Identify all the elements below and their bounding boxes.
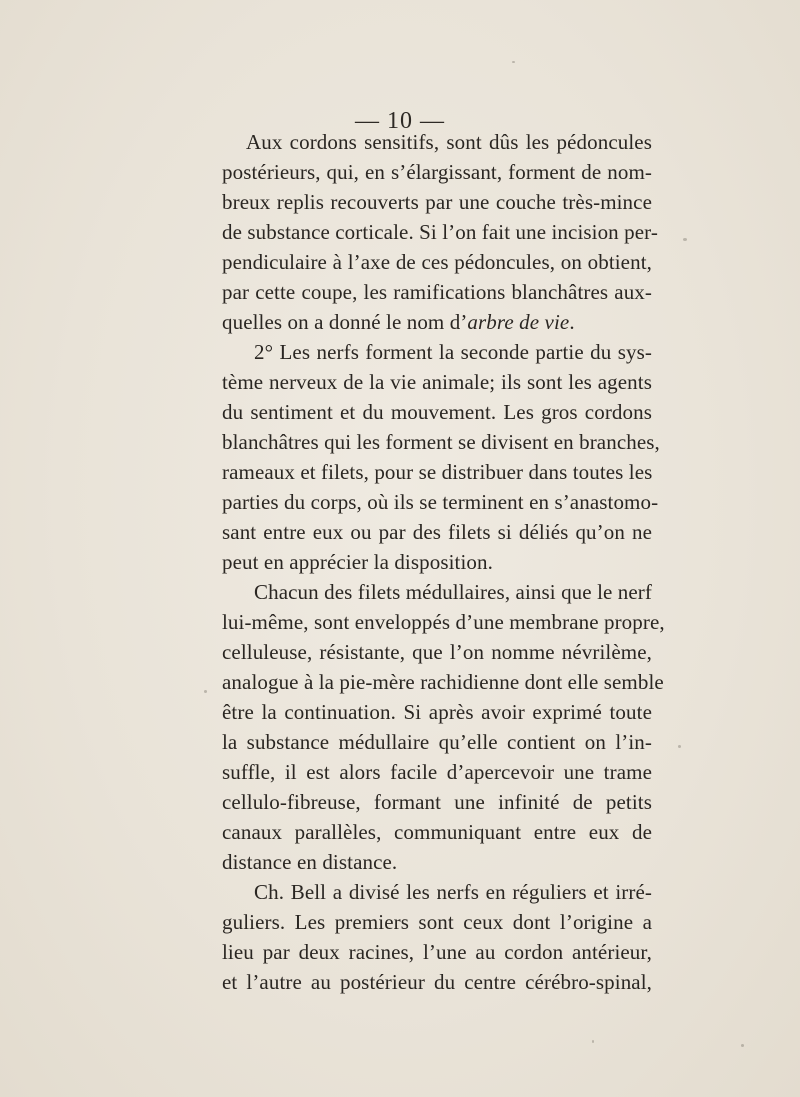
text-line: cellulo-fibreuse, formant une infinité de petits	[222, 790, 652, 814]
paper-speck	[204, 690, 207, 693]
paper-speck	[592, 1040, 594, 1043]
text-line: tème nerveux de la vie animale; ils sont les agents	[222, 370, 652, 394]
text-line: parties du corps, où ils se terminent en s’anastomo-	[222, 490, 659, 514]
text-line: de substance corticale. Si l’on fait une incision per-	[222, 220, 658, 244]
text-line: Chacun des filets médullaires, ainsi que le nerf	[254, 580, 652, 604]
paper-speck	[683, 238, 687, 241]
text-line: postérieurs, qui, en s’élargissant, forment de nom-	[222, 160, 652, 184]
body-text	[222, 127, 665, 997]
text-line: du sentiment et du mouvement. Les gros cordons	[222, 400, 652, 424]
text-line: guliers. Les premiers sont ceux dont l’origine a	[222, 910, 652, 934]
text-line: canaux parallèles, communiquant entre eux de	[222, 820, 652, 844]
text-line: breux replis recouverts par une couche très-mince	[222, 190, 652, 214]
text-line: celluleuse, résistante, que l’on nomme névrilème,	[222, 640, 652, 664]
text-line: blanchâtres qui les forment se divisent en branches,	[222, 430, 660, 454]
text-run: quelles on a donné le nom d’	[222, 310, 468, 334]
text-line: pendiculaire à l’axe de ces pédoncules, on obtient,	[222, 250, 652, 274]
text-line: sant entre eux ou par des filets si déliés qu’on ne	[222, 520, 652, 544]
page-number: — 10 —	[355, 108, 445, 134]
text-line: peut en apprécier la disposition.	[222, 550, 493, 574]
text-line: lieu par deux racines, l’une au cordon antérieur,	[222, 940, 652, 964]
text-line: 2° Les nerfs forment la seconde partie du sys-	[254, 340, 652, 364]
text-line: rameaux et filets, pour se distribuer dans toutes les	[222, 460, 653, 484]
paper-speck	[512, 61, 515, 63]
text-line: suffle, il est alors facile d’apercevoir une trame	[222, 760, 652, 784]
text-run: .	[569, 310, 575, 334]
text-line: distance en distance.	[222, 850, 398, 874]
text-line: être la continuation. Si après avoir exprimé toute	[222, 700, 652, 724]
paper-speck	[678, 745, 681, 748]
text-line: Ch. Bell a divisé les nerfs en réguliers et irré-	[254, 880, 652, 904]
text-line: lui-même, sont enveloppés d’une membrane propre,	[222, 610, 665, 634]
text-line: et l’autre au postérieur du centre cérébro-spinal,	[222, 970, 652, 994]
text-line: Aux cordons sensitifs, sont dûs les pédoncules	[246, 130, 652, 154]
text-line: par cette coupe, les ramifications blanchâtres aux-	[222, 280, 652, 304]
text-line: analogue à la pie-mère rachidienne dont elle semble	[222, 670, 664, 694]
text-line	[222, 307, 652, 337]
paper-speck	[741, 1044, 744, 1047]
italic-term: arbre de vie	[467, 310, 570, 334]
text-line: la substance médullaire qu’elle contient on l’in-	[222, 730, 652, 754]
